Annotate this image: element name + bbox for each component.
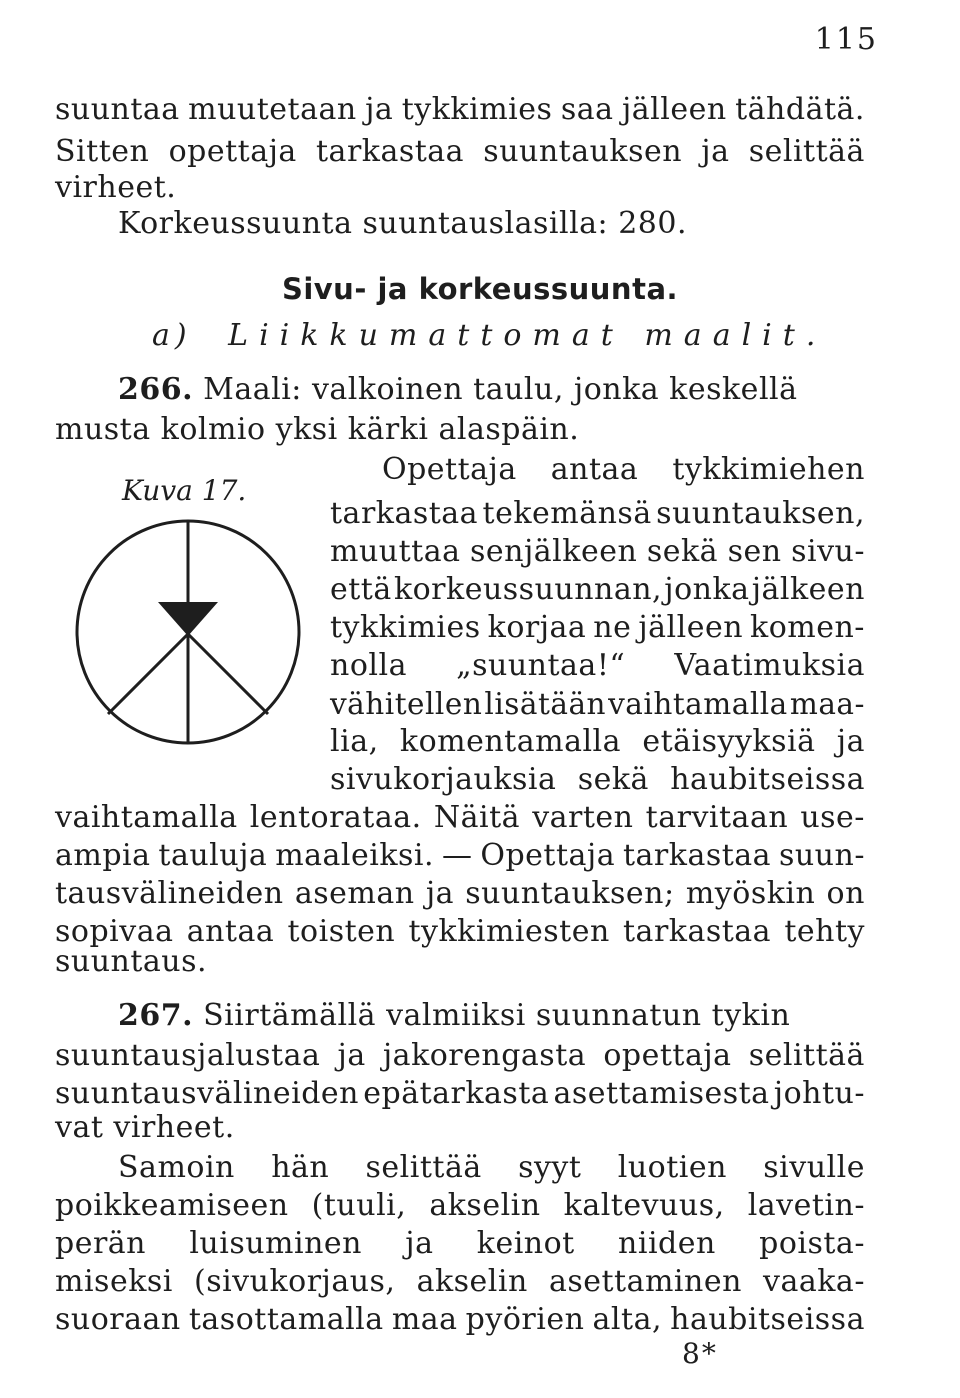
figure-label: Kuva 17.: [122, 474, 247, 507]
word: (sivukorjaus,: [193, 1264, 396, 1299]
text-line: [330, 608, 865, 648]
word: akselin: [429, 1188, 541, 1223]
word: suuntaa: [55, 92, 180, 127]
word: tarkastaa: [330, 496, 479, 531]
word: myöskin: [685, 876, 816, 911]
word: lisätään: [484, 687, 607, 721]
text-line: [55, 1262, 865, 1302]
word: jälkeen: [751, 572, 865, 607]
word: akselin: [416, 1264, 528, 1299]
text-line: [55, 1300, 865, 1340]
word: varten: [532, 800, 634, 835]
line-text: vat virheet.: [55, 1110, 235, 1145]
text-line: [118, 1148, 865, 1188]
word: asettaminen: [548, 1264, 742, 1299]
word: tauluja: [158, 838, 268, 873]
text-line: [55, 836, 865, 876]
paragraph-number: 267.: [118, 998, 194, 1033]
text-line: [55, 1036, 865, 1076]
subsection-heading: [152, 318, 826, 353]
word: selittää: [365, 1150, 482, 1185]
word: maa-: [789, 687, 865, 721]
word: tykkimiesten: [408, 914, 610, 949]
word: ja: [425, 876, 454, 911]
word: tarkastaa: [622, 838, 772, 873]
word: keinot: [476, 1226, 575, 1261]
text-line: [330, 646, 865, 686]
word: antaa: [186, 914, 275, 949]
word: selittää: [748, 134, 865, 169]
word: senjälkeen: [470, 534, 638, 569]
word: komen-: [750, 610, 865, 645]
word: että: [330, 572, 392, 607]
paragraph-266-line: [118, 370, 865, 410]
word: vaaka-: [763, 1264, 865, 1299]
text-line: [55, 942, 865, 982]
word: johtu-: [773, 1076, 865, 1111]
word: —: [441, 838, 473, 873]
word: Sitten: [55, 134, 150, 169]
word: suuntausvälineiden: [55, 1076, 359, 1111]
word: poikkeamiseen: [55, 1188, 289, 1223]
line-text: Siirtämällä valmiiksi suunnatun tykin: [203, 998, 791, 1033]
word: haubitseissa: [670, 1302, 865, 1337]
line-text: Maali: valkoinen taulu, jonka keskellä: [203, 372, 798, 407]
word: tykkimiehen: [672, 452, 865, 487]
word: Näitä: [433, 800, 521, 835]
word: luisuminen: [189, 1226, 362, 1261]
word: ja: [365, 92, 394, 127]
word: sen: [727, 534, 782, 569]
word: vaihtamalla: [55, 800, 238, 835]
word: ja: [836, 724, 865, 759]
word: sekä: [646, 534, 719, 569]
word: perän: [55, 1226, 147, 1261]
height-setting-line: [118, 204, 865, 244]
word: suuntauksen: [483, 134, 683, 169]
word: tarvitaan: [645, 800, 789, 835]
signature-mark: 8*: [682, 1337, 718, 1370]
word: lentorataa.: [249, 800, 422, 835]
figure-left-diagonal: [108, 634, 188, 714]
word: jälleen: [621, 92, 727, 127]
word: saa: [560, 92, 614, 127]
line-text: virheet.: [55, 170, 177, 205]
word: jonka: [664, 572, 750, 607]
word: suun-: [778, 838, 865, 873]
word: ne: [593, 610, 632, 645]
word: luotien: [617, 1150, 727, 1185]
target-circle-with-triangle-icon: [72, 516, 304, 748]
word: tarkastaa: [316, 134, 465, 169]
text-line: [55, 410, 865, 450]
word: tekemänsä: [482, 496, 652, 531]
word: tarkastaa: [623, 914, 772, 949]
figure-triangle: [158, 602, 218, 636]
word: epätarkasta: [363, 1076, 550, 1111]
word: opettaja: [168, 134, 297, 169]
word: haubitseissa: [670, 762, 865, 797]
word: etäisyyksiä: [642, 724, 816, 759]
word: vähitellen: [330, 687, 483, 721]
word: Vaatimuksia: [674, 648, 865, 683]
word: tasottamalla: [188, 1302, 384, 1337]
text-line: [55, 1186, 865, 1226]
word: sivu-: [791, 534, 865, 569]
section-heading: Sivu- ja korkeussuunta.: [281, 272, 679, 306]
text-line: [55, 874, 865, 914]
word: ja: [701, 134, 730, 169]
text-line: [330, 722, 865, 762]
word: korjaa: [487, 610, 587, 645]
word: sivulle: [763, 1150, 865, 1185]
word: tykkimies: [401, 92, 553, 127]
word: vaihtamalla: [608, 687, 788, 721]
word: tykkimies: [330, 610, 481, 645]
word: kaltevuus,: [563, 1188, 725, 1223]
word: aseman: [294, 876, 415, 911]
word: tähdätä.: [735, 92, 865, 127]
line-text: musta kolmio yksi kärki alaspäin.: [55, 412, 580, 447]
text-line: [55, 798, 865, 838]
text-line: [55, 132, 865, 172]
line-text: suuntaus.: [55, 944, 208, 979]
word: on: [826, 876, 865, 911]
figure-right-diagonal: [188, 634, 268, 714]
word: niiden: [618, 1226, 716, 1261]
word: alta,: [592, 1302, 663, 1337]
word: selittää: [748, 1038, 865, 1073]
word: lia,: [330, 724, 379, 759]
paragraph-267-line: [118, 996, 865, 1036]
word: use-: [800, 800, 865, 835]
page-number: 115: [814, 22, 878, 57]
text-line: [55, 1224, 865, 1264]
word: poista-: [759, 1226, 865, 1261]
word: suuntauksen,: [656, 496, 865, 531]
word: Opettaja: [480, 838, 616, 873]
subsection-marker: a): [152, 318, 192, 353]
word: tausvälineiden: [55, 876, 284, 911]
text-line: [330, 494, 865, 534]
word: suuntauksen;: [465, 876, 675, 911]
word: jakorengasta: [382, 1038, 587, 1073]
text-line: [55, 90, 865, 130]
word: pyörien: [465, 1302, 585, 1337]
word: ja: [337, 1038, 366, 1073]
text-line: [330, 760, 865, 800]
word: Samoin: [118, 1150, 235, 1185]
text-line: [330, 532, 865, 572]
word: antaa: [550, 452, 639, 487]
paragraph-number: 266.: [118, 372, 194, 407]
word: komentamalla: [399, 724, 622, 759]
word: tehty: [784, 914, 865, 949]
word: maa: [391, 1302, 458, 1337]
word: lavetin-: [747, 1188, 865, 1223]
word: Opettaja: [382, 452, 517, 487]
subsection-title: Liikkumattomat maalit.: [228, 318, 827, 353]
word: ja: [405, 1226, 434, 1261]
word: muutetaan: [188, 92, 357, 127]
text-line: [330, 570, 865, 610]
text-line: [382, 450, 865, 490]
line-text: Korkeussuunta suuntauslasilla: 280.: [118, 206, 687, 241]
word: ampia: [55, 838, 151, 873]
word: toisten: [287, 914, 396, 949]
word: jälleen: [638, 610, 744, 645]
word: suuntausjalustaa: [55, 1038, 321, 1073]
word: syyt: [518, 1150, 582, 1185]
word: asettamisesta: [553, 1076, 770, 1111]
word: sekä: [577, 762, 649, 797]
word: miseksi: [55, 1264, 173, 1299]
word: suoraan: [55, 1302, 181, 1337]
text-line: [55, 1108, 865, 1148]
text-line: [55, 168, 865, 208]
word: sopivaa: [55, 914, 174, 949]
text-line: [330, 684, 865, 724]
word: nolla: [330, 648, 407, 683]
word: sivukorjauksia: [330, 762, 557, 797]
word: opettaja: [603, 1038, 732, 1073]
word: maaleiksi.: [275, 838, 435, 873]
word: muuttaa: [330, 534, 461, 569]
word: hän: [271, 1150, 330, 1185]
word: korkeussuunnan,: [393, 572, 663, 607]
word: (tuuli,: [311, 1188, 407, 1223]
word: „suuntaa!“: [456, 648, 626, 683]
